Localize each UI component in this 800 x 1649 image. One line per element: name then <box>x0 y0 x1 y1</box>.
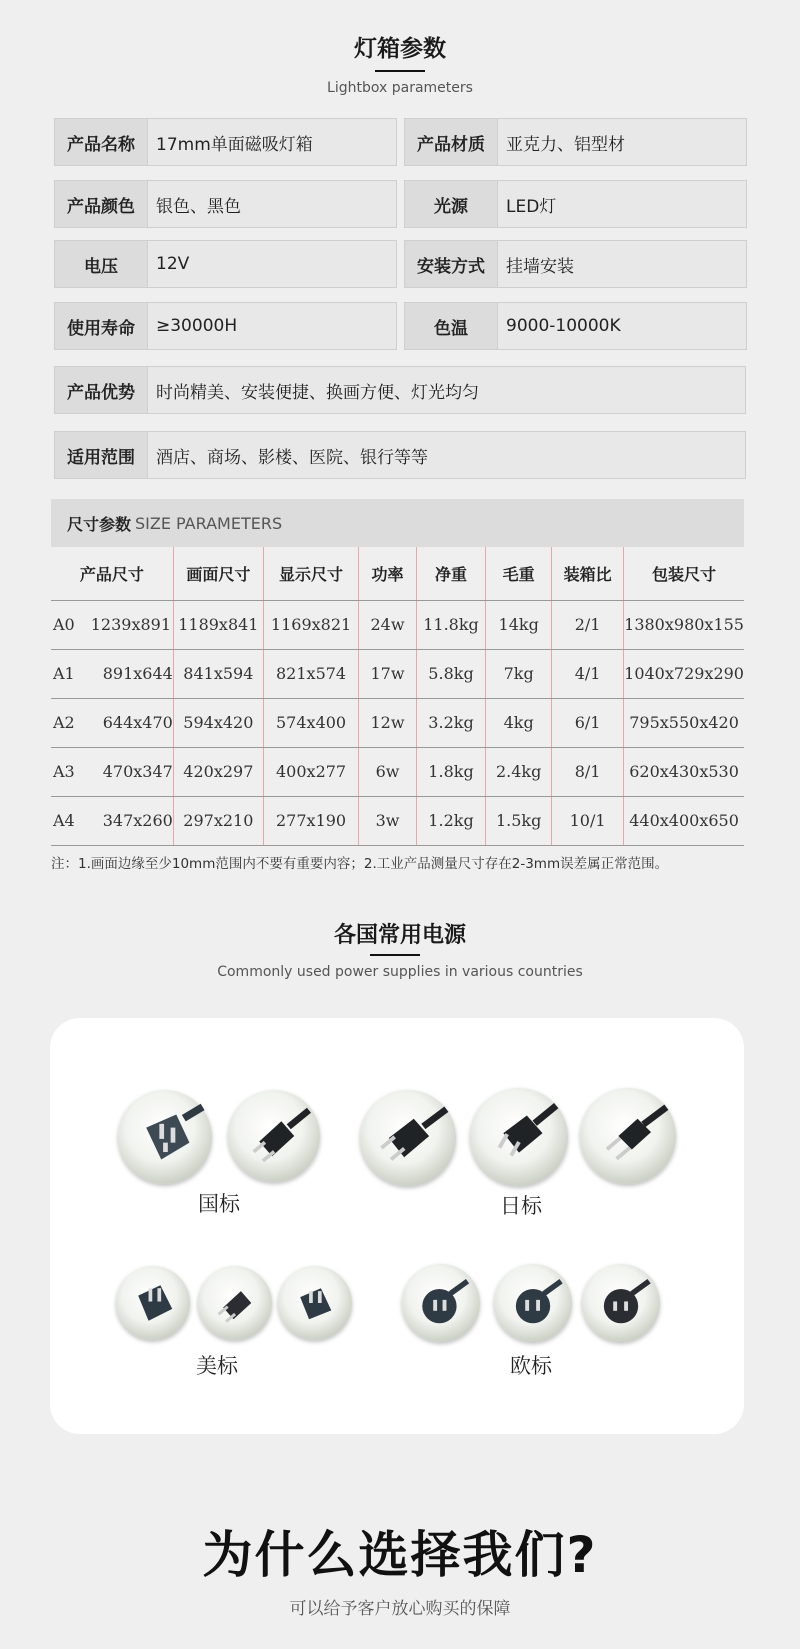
cell-gross: 1.5kg <box>486 796 552 845</box>
cell-frame: 1189x841 <box>173 600 263 649</box>
plug-us-1-icon <box>116 1266 190 1340</box>
spec-lifespan <box>54 302 397 350</box>
spec-label: 光源 <box>405 181 497 227</box>
cell-power: 3w <box>359 796 416 845</box>
table-row <box>51 600 744 649</box>
cell-ratio: 8/1 <box>552 747 624 796</box>
table-row <box>51 649 744 698</box>
cell-gross: 7kg <box>486 649 552 698</box>
plug-cn-1-icon <box>118 1090 212 1184</box>
size-table <box>51 547 744 846</box>
cell-pack: 1040x729x290 <box>624 649 744 698</box>
size-code: A1 <box>53 664 75 683</box>
spec-voltage <box>54 240 397 288</box>
spec-value: 12V <box>147 241 396 287</box>
plug-eu-1-icon <box>402 1264 480 1342</box>
cell-net: 5.8kg <box>416 649 486 698</box>
spec-product-name <box>54 118 397 166</box>
spec-label: 使用寿命 <box>55 303 147 349</box>
col-display-size: 显示尺寸 <box>263 547 358 600</box>
cell-pack: 440x400x650 <box>624 796 744 845</box>
cell-frame: 594x420 <box>173 698 263 747</box>
spec-value: 挂墙安装 <box>497 241 746 287</box>
spec-label: 产品材质 <box>405 119 497 165</box>
product-size: 891x644 <box>102 664 173 683</box>
spec-value: 亚克力、铝型材 <box>497 119 746 165</box>
spec-color-temp <box>404 302 747 350</box>
table-row <box>51 796 744 845</box>
cell-pack: 1380x980x155 <box>624 600 744 649</box>
spec-label: 安装方式 <box>405 241 497 287</box>
col-package-size: 包装尺寸 <box>624 547 744 600</box>
product-size: 347x260 <box>102 811 173 830</box>
plug-group-jp: 日标 <box>500 1194 542 1218</box>
cell-power: 6w <box>359 747 416 796</box>
col-power: 功率 <box>359 547 416 600</box>
cell-display: 277x190 <box>263 796 358 845</box>
cell-gross: 2.4kg <box>486 747 552 796</box>
cell-product <box>51 796 173 845</box>
cell-ratio: 2/1 <box>552 600 624 649</box>
lightbox-subtitle: Lightbox parameters <box>327 80 473 96</box>
cell-product <box>51 600 173 649</box>
size-title-cn: 尺寸参数 <box>67 514 132 534</box>
cell-display: 400x277 <box>263 747 358 796</box>
power-title: 各国常用电源 <box>333 923 466 948</box>
cell-ratio: 6/1 <box>552 698 624 747</box>
plug-group-cn: 国标 <box>198 1192 240 1216</box>
size-code: A4 <box>53 811 75 830</box>
cell-power: 12w <box>359 698 416 747</box>
plug-jp-3-icon <box>580 1088 676 1184</box>
col-product-size: 产品尺寸 <box>51 547 173 600</box>
why-title: 为什么选择我们? <box>202 1526 598 1584</box>
cell-pack: 620x430x530 <box>624 747 744 796</box>
cell-ratio: 4/1 <box>552 649 624 698</box>
power-subtitle: Commonly used power supplies in various countries <box>217 964 583 980</box>
cell-gross: 14kg <box>486 600 552 649</box>
spec-scope <box>54 431 746 479</box>
spec-light-source <box>404 180 747 228</box>
size-title-en: SIZE PARAMETERS <box>135 513 283 533</box>
spec-label: 适用范围 <box>55 432 147 478</box>
cell-power: 24w <box>359 600 416 649</box>
spec-install <box>404 240 747 288</box>
product-size: 644x470 <box>102 713 173 732</box>
cell-pack: 795x550x420 <box>624 698 744 747</box>
spec-value: 9000-10000K <box>497 303 746 349</box>
spec-value: 酒店、商场、影楼、医院、银行等等 <box>147 432 745 478</box>
spec-label: 电压 <box>55 241 147 287</box>
spec-label: 产品颜色 <box>55 181 147 227</box>
spec-advantage <box>54 366 746 414</box>
spec-value: 银色、黑色 <box>147 181 396 227</box>
cell-display: 1169x821 <box>263 600 358 649</box>
cell-net: 1.8kg <box>416 747 486 796</box>
size-table-head-row <box>51 547 744 600</box>
spec-label: 产品优势 <box>55 367 147 413</box>
plug-us-2-icon <box>198 1266 272 1340</box>
cell-net: 11.8kg <box>416 600 486 649</box>
spec-color <box>54 180 397 228</box>
plug-eu-3-icon <box>582 1264 660 1342</box>
size-code: A2 <box>53 713 75 732</box>
cell-display: 574x400 <box>263 698 358 747</box>
cell-gross: 4kg <box>486 698 552 747</box>
spec-label: 产品名称 <box>55 119 147 165</box>
col-packing-ratio: 装箱比 <box>552 547 624 600</box>
product-size: 1239x891 <box>90 615 172 634</box>
cell-net: 3.2kg <box>416 698 486 747</box>
spec-value: ≥30000H <box>147 303 396 349</box>
table-row <box>51 698 744 747</box>
plug-cn-2-icon <box>228 1090 320 1182</box>
col-net-weight: 净重 <box>416 547 486 600</box>
plug-card <box>50 1018 744 1434</box>
lightbox-title: 灯箱参数 <box>354 36 446 62</box>
plug-eu-2-icon <box>494 1264 572 1342</box>
spec-material <box>404 118 747 166</box>
cell-product <box>51 747 173 796</box>
cell-frame: 297x210 <box>173 796 263 845</box>
cell-frame: 841x594 <box>173 649 263 698</box>
spec-value: LED灯 <box>497 181 746 227</box>
table-row <box>51 747 744 796</box>
plug-jp-2-icon <box>470 1088 568 1186</box>
plug-group-eu: 欧标 <box>510 1354 552 1378</box>
lightbox-title-underline <box>375 70 425 72</box>
cell-power: 17w <box>359 649 416 698</box>
power-title-underline <box>370 954 420 956</box>
size-code: A0 <box>53 615 75 634</box>
cell-net: 1.2kg <box>416 796 486 845</box>
spec-value: 17mm单面磁吸灯箱 <box>147 119 396 165</box>
cell-frame: 420x297 <box>173 747 263 796</box>
plug-us-3-icon <box>278 1266 352 1340</box>
spec-label: 色温 <box>405 303 497 349</box>
size-table-header <box>51 499 744 547</box>
cell-product <box>51 649 173 698</box>
cell-ratio: 10/1 <box>552 796 624 845</box>
cell-display: 821x574 <box>263 649 358 698</box>
plug-group-us: 美标 <box>196 1354 238 1378</box>
col-frame-size: 画面尺寸 <box>173 547 263 600</box>
plug-jp-1-icon <box>360 1090 456 1186</box>
why-subtitle: 可以给予客户放心购买的保障 <box>289 1599 511 1619</box>
cell-product <box>51 698 173 747</box>
col-gross-weight: 毛重 <box>486 547 552 600</box>
spec-value: 时尚精美、安装便捷、换画方便、灯光均匀 <box>147 367 745 413</box>
size-code: A3 <box>53 762 75 781</box>
product-size: 470x347 <box>102 762 173 781</box>
size-note: 注：1.画面边缘至少10mm范围内不要有重要内容；2.工业产品测量尺寸存在2-3mm误差属正常范围。 <box>51 856 669 872</box>
